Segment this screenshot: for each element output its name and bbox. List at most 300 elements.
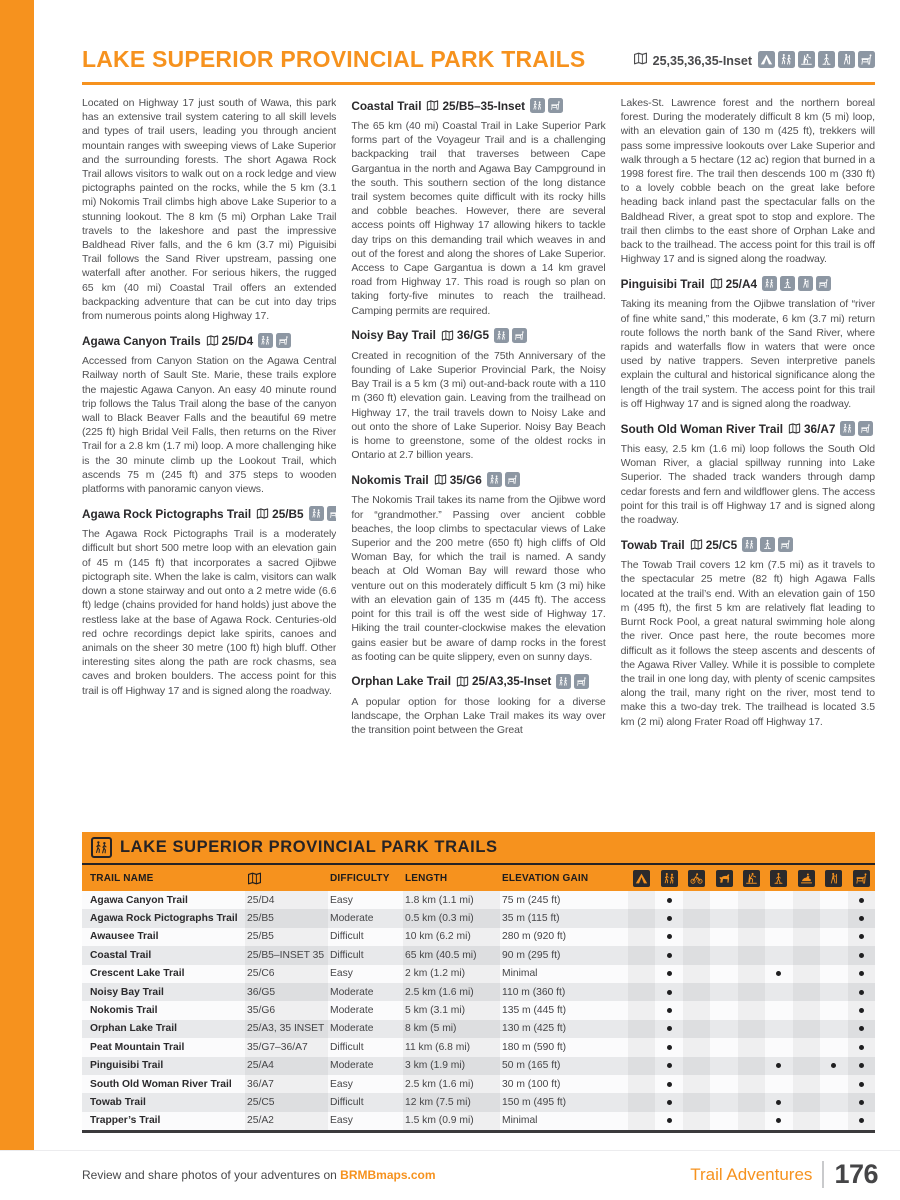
chapter-name: Trail Adventures [690,1164,813,1184]
activity-cells [628,1112,875,1130]
cross-country-skiing-cell [738,1075,765,1093]
cross-country-skiing-cell [738,1057,765,1075]
interpretive-icon [278,335,289,346]
map-book-icon [710,277,723,290]
table-body [82,891,875,1130]
interpretive-icon [780,539,791,550]
elevation-cell: 135 m (445 ft) [502,1005,567,1017]
horseback-riding-cell [710,1093,737,1111]
hiking-badge [840,421,855,436]
table-row [82,909,875,927]
camping-cell [628,1001,655,1019]
interpretive-icon [855,872,868,885]
length-cell: 5 km (3.1 mi) [403,1001,500,1019]
snowmobiling-cell [793,1075,820,1093]
table-row [82,1057,875,1075]
footer-divider [822,1161,824,1188]
text-column-2 [351,96,605,829]
horseback-riding-cell [710,909,737,927]
atving-icon [825,870,842,887]
activity-dot [667,971,672,976]
activity-dot [859,1118,864,1123]
trail-name-cell: Agawa Canyon Trail [90,894,188,906]
section-map-reference: 25/D4 [221,333,254,348]
cross-country-skiing-cell [738,909,765,927]
snowshoeing-icon [820,53,833,66]
hiking-icon [496,330,507,341]
map-cell: 25/C5 [245,1093,328,1111]
length-cell: 2.5 km (1.6 mi) [403,1075,500,1093]
difficulty-cell: Moderate [330,986,374,998]
snowshoeing-badge [818,51,835,68]
camping-cell [628,946,655,964]
column-header-length [403,873,500,884]
atving-cell [820,928,847,946]
activity-dot [667,1008,672,1013]
difficulty-cell: Easy [330,1115,353,1127]
table-row [82,928,875,946]
text-column-3 [621,96,875,829]
atving-cell [820,1057,847,1075]
hiking-cell [655,983,682,1001]
camping-cell [628,1038,655,1056]
elevation-cell: 30 m (100 ft) [502,1078,561,1090]
snowmobiling-cell [793,891,820,909]
interpretive-icon [329,508,337,519]
snowmobiling-cell [793,928,820,946]
cross-country-skiing-cell [738,928,765,946]
elevation-cell: 75 m (245 ft) [502,894,561,906]
cross-country-skiing-cell [738,1112,765,1130]
atving-cell [820,965,847,983]
activity-dot [859,1045,864,1050]
hiking-icon [764,278,775,289]
table-row [82,1020,875,1038]
map-book-icon [434,473,447,486]
horseback-riding-cell [710,965,737,983]
activity-cells [628,1057,875,1075]
difficulty-cell: Moderate [330,1023,374,1035]
snowshoeing-cell [765,1075,792,1093]
difficulty-cell: Easy [330,894,353,906]
column-header-interpretive [848,870,875,887]
section-heading [351,472,605,487]
hiking-badge [556,674,571,689]
biking-cell [683,1020,710,1038]
paragraph: The Agawa Rock Pictographs Trail is a moderately difficult but short 500 metre loop with an elevation gain of 45 m (145 ft) that incorporates a sacred Ojibwe pictograph site. When the lake is calm, visitors can walk down a stone stairway and out onto a 2 metre wide (6.6 ft) ledge (chains provided for hand holds) just above the restless lake at the base of Agawa Rock. Centuries-old red ochre recordings depict lake spirits, canoes and animals on the sheer 30 metre (100 ft) high bluff. Other interesting sites along the path are rock chasms, sea caves and broken boulders. The access point for this trail is off Highway 17 and is signed along the roadway. [82,528,337,697]
hiking-icon [94,840,109,855]
trail-name-cell: Noisy Bay Trail [90,986,164,998]
snowshoeing-cell [765,909,792,927]
interpretive-badge [548,98,563,113]
column-header-biking [683,870,710,887]
table-row [82,891,875,909]
camping-icon [633,870,650,887]
difficulty-cell: Moderate [330,1060,374,1072]
difficulty-cell: Difficult [330,949,364,961]
page-header [82,46,875,85]
interpretive-badge [858,51,875,68]
horseback-riding-cell [710,1112,737,1130]
snowmobiling-cell [793,1020,820,1038]
map-book-icon [633,51,648,66]
atving-cell [820,1038,847,1056]
difficulty-cell: Difficult [330,1041,364,1053]
length-cell: 2.5 km (1.6 mi) [403,983,500,1001]
map-cell: 25/C6 [245,965,328,983]
camping-cell [628,909,655,927]
elevation-cell: 280 m (920 ft) [502,931,567,943]
map-cell: 35/G6 [245,1001,328,1019]
hiking-icon [260,335,271,346]
hiking-cell [655,1001,682,1019]
atving-cell [820,909,847,927]
snowshoeing-cell [765,891,792,909]
interpretive-cell [848,1075,875,1093]
activity-dot [859,1063,864,1068]
horseback-riding-icon [716,870,733,887]
snowmobiling-cell [793,1057,820,1075]
section-title: Towab Trail [620,537,685,552]
atving-cell [820,1112,847,1130]
difficulty-cell: Moderate [330,913,374,925]
cross-country-skiing-icon [743,870,760,887]
trail-name-cell: Pinguisibi Trail [90,1060,164,1072]
map-reference-text: 25,35,36,35-Inset [652,54,752,68]
activity-dot [667,1045,672,1050]
cross-country-skiing-cell [738,1038,765,1056]
column-header-camping [628,870,655,887]
map-book-icon [441,329,454,342]
biking-cell [683,1038,710,1056]
horseback-riding-cell [710,1020,737,1038]
activity-dot [776,971,781,976]
page-number: 176 [834,1159,878,1189]
section-heading [621,421,875,436]
elevation-cell: 35 m (115 ft) [502,913,560,925]
column-header-elevation-gain [500,873,628,884]
interpretive-cell [848,1057,875,1075]
page-footer [0,1150,900,1200]
camping-cell [628,1057,655,1075]
interpretive-badge [816,276,831,291]
column-header-hiking [655,870,682,887]
camping-cell [628,928,655,946]
activity-dot [667,1063,672,1068]
section-map-reference: 36/A7 [804,421,836,436]
column-header-snowshoeing [765,870,792,887]
snowmobiling-cell [793,983,820,1001]
trail-name-cell: Orphan Lake Trail [90,1023,177,1035]
camping-cell [628,1075,655,1093]
hiking-badge [762,276,777,291]
hiking-icon [842,423,853,434]
snowshoeing-cell [765,1093,792,1111]
atving-cell [820,1075,847,1093]
map-cell: 25/A3, 35 INSET [245,1020,328,1038]
hiking-cell [655,1038,682,1056]
table-row [82,983,875,1001]
paragraph: A popular option for those looking for a diverse landscape, the Orphan Lake Trail makes its way over the transition point between the Great [351,695,606,737]
difficulty-cell: Moderate [330,1005,374,1017]
snowmobiling-cell [793,946,820,964]
horseback-riding-cell [710,1038,737,1056]
column-header-atving [820,870,847,887]
hiking-badge [778,51,795,68]
atving-cell [820,1020,847,1038]
map-cell: 25/A2 [245,1112,328,1130]
horseback-riding-icon [718,872,731,885]
snowshoeing-cell [765,1057,792,1075]
paragraph: The 65 km (40 mi) Coastal Trail in Lake Superior Park forms part of the Voyageur Trail and is a challenging backpacking trail that traverses between Cape Gargantua in the north and Agawa Bay Campground in the south. This southern section of the long distance trail system becomes quite difficult with its rocky hills and cobble beaches. However, there are several access points off Highway 17 allowing hikers to tackle day trips on this demanding trail which weaves in and out of the forest and along the shores of Lake Superior. Access to Cape Gargantua is down a 14 km gravel road from Highway 17. This road is rough so plan on taking forty-five minutes to reach the trailhead. Camping permits are required. [351,120,606,317]
snowshoeing-badge [760,537,775,552]
activity-dot [667,916,672,921]
page-title: LAKE SUPERIOR PROVINCIAL PARK TRAILS [82,46,586,72]
section-heading [621,276,875,291]
elevation-cell: 90 m (295 ft) [502,949,561,961]
map-cell: 25/D4 [245,891,328,909]
activity-cells [628,1075,875,1093]
atving-cell [820,1001,847,1019]
camping-cell [628,1020,655,1038]
snowmobiling-cell [793,1112,820,1130]
column-header-map [245,871,328,886]
trail-name-cell: Awausee Trail [90,931,159,943]
paragraph: Located on Highway 17 just south of Wawa, this park has an extensive trail system catering to all skill levels and types of trail users, leading you through ancient mountain ranges with sweeping views of Lake Superior and the surrounding forests. The short Agawa Rock Trail allows visitors to walk out on a rock ledge and view pictographs painted on the rocks, while the 5 km (3.1 mi) Nokomis Trail climbs high above Lake Superior to a stunning lookout. The 8 km (5 mi) Orphan Lake Trail travels to the lakeshore and past the impressive Baldhead River falls, and the 6 km (3.7 mi) Piguisibi Trail follows the Sand River upstream, passing one waterfall after another. For serious hikers, the rugged 65 km (40 mi) Coastal Trail offers an extended backpacking adventure that can be cut into day trips from numerous points along Highway 17. [82,97,337,323]
hiking-icon [489,474,500,485]
biking-cell [683,1057,710,1075]
interpretive-icon [853,870,870,887]
map-cell: 25/B5–INSET 35 [245,946,328,964]
section-heading [351,674,605,689]
activity-dot [667,898,672,903]
snowshoeing-icon [782,278,793,289]
elevation-cell: 50 m (165 ft) [502,1060,561,1072]
atving-cell [820,891,847,909]
table-banner [82,832,875,865]
snowshoeing-icon [762,539,773,550]
snowmobiling-cell [793,1093,820,1111]
horseback-riding-cell [710,1001,737,1019]
cross-country-skiing-cell [738,946,765,964]
difficulty-cell: Difficult [330,1096,364,1108]
interpretive-cell [848,1020,875,1038]
section-title: Orphan Lake Trail [351,674,451,689]
interpretive-cell [848,909,875,927]
interpretive-cell [848,928,875,946]
text-column-1 [82,96,336,829]
map-book-icon [206,334,219,347]
snowmobiling-cell [793,965,820,983]
map-cell: 36/G5 [245,983,328,1001]
activity-dot [859,971,864,976]
column-header-trail-name-label: TRAIL NAME [90,872,154,884]
trail-name-cell: South Old Woman River Trail [90,1078,232,1090]
snowmobiling-icon [800,872,813,885]
snowshoeing-cell [765,1020,792,1038]
activity-dot [859,934,864,939]
interpretive-cell [848,891,875,909]
biking-cell [683,909,710,927]
activity-dot [859,898,864,903]
atving-icon [800,278,811,289]
footer-note [82,1168,436,1182]
section-map-reference: 25/A3,35-Inset [471,674,552,689]
snowshoeing-icon [772,872,785,885]
table-header-row [82,865,875,891]
cross-country-skiing-cell [738,1001,765,1019]
activity-cells [628,928,875,946]
activity-dot [859,916,864,921]
hiking-icon [311,508,322,519]
activity-dot [667,1100,672,1105]
activity-badges [755,51,875,71]
column-header-length-label: LENGTH [405,872,448,884]
hiking-cell [655,928,682,946]
interpretive-cell [848,983,875,1001]
paragraph: The Nokomis Trail takes its name from the Ojibwe word for “grandmother.” Passing over ancient cobble beaches, the loop climbs to spectacular views of Lake Superior and the 200 metre (650 ft) high cliffs of Old Woman Bay, for which the trail is named. A sandy beach at Old Woman Bay will reward those who venture out on this moderately difficult 5 km (3 mi) hike with an elevation gain of 135 m (445 ft). The access point for this trail is off the west side of Highway 17. Hiking the trail counter-clockwise makes the elevation gains easier but be aware of damp rocks in the forest as footing can be quite slippery, even on sunny days. [351,494,606,663]
camping-cell [628,965,655,983]
column-header-horseback-riding [710,870,737,887]
interpretive-badge [505,472,520,487]
biking-cell [683,983,710,1001]
elevation-cell: 110 m (360 ft) [502,986,566,998]
activity-dot [776,1100,781,1105]
activity-cells [628,909,875,927]
interpretive-badge [327,506,337,521]
hiking-icon [744,539,755,550]
biking-cell [683,946,710,964]
header-map-reference [633,51,875,73]
paragraph: Created in recognition of the 75th Anniversary of the founding of Lake Superior Provincial Park, the Noisy Bay Trail is a 5 km (3 mi) out-and-back route with a 110 m (360 ft) elevation gain. Leaving from the trailhead on Highway 17, the trail travels down to Noisy Lake and out onto the shore of Lake Superior. Noisy Bay Beach is home to greenstone, some of the oldest rocks in Ontario at 2.7 billion years. [351,349,606,462]
length-cell: 11 km (6.8 mi) [403,1038,500,1056]
paragraph: Lakes-St. Lawrence forest and the northern boreal forest. During the moderately difficult 8 km (5 mi) loop, with an elevation gain of 130 m (425 ft), trekkers will pass some impressive lookouts over Lake Superior and walk through a 5 hectare (12 ac) region that burned in a 1998 forest fire. The trail then descends 100 m (330 ft) to a lovely cobble beach on the great lake before heading back inland past the spectacular falls on the Baldhead River, a great spot to stop and explore. The trail then climbs to the east shore of Orphan Lake and back to the trailhead. The access point for this trail is off Highway 17 and is signed along the roadway. [620,97,875,266]
hiking-cell [655,1020,682,1038]
snowshoeing-cell [765,983,792,1001]
snowmobiling-cell [793,1001,820,1019]
biking-icon [690,872,703,885]
column-header-elevation-gain-label: ELEVATION GAIN [502,872,589,884]
footer-note-text: Review and share photos of your adventures on [82,1167,341,1182]
activity-dot [667,1026,672,1031]
camping-cell [628,891,655,909]
camping-cell [628,1093,655,1111]
snowshoeing-cell [765,1001,792,1019]
activity-dot [859,953,864,958]
cross-country-skiing-cell [738,983,765,1001]
activity-cells [628,891,875,909]
activity-cells [628,1020,875,1038]
length-cell: 0.5 km (0.3 mi) [403,909,500,927]
snowshoeing-cell [765,965,792,983]
difficulty-cell: Easy [330,1078,353,1090]
cross-country-skiing-icon [745,872,758,885]
map-cell: 36/A7 [245,1075,328,1093]
camping-cell [628,1112,655,1130]
page-edge-strip [0,0,34,1200]
hiking-badge [494,328,509,343]
activity-dot [776,1063,781,1068]
interpretive-icon [507,474,518,485]
section-map-reference: 25/A4 [725,276,758,291]
trail-name-cell: Peat Mountain Trail [90,1041,185,1053]
hiking-icon [91,837,112,858]
hiking-cell [655,1075,682,1093]
section-map-reference: 36/G5 [456,328,490,343]
cross-country-skiing-cell [738,891,765,909]
trail-name-cell: Trapper’s Trail [90,1115,161,1127]
section-map-reference: 25/C5 [705,537,738,552]
hiking-badge [258,333,273,348]
map-book-icon [788,422,801,435]
hiking-badge [530,98,545,113]
biking-icon [688,870,705,887]
title-underline [82,82,875,85]
paragraph: Accessed from Canyon Station on the Agawa Central Railway north of Sault Ste. Marie, these trails explore the majestic Agawa Canyon. An easy 40 minute round trip follows the Talus Trail along the base of the canyon wall to Black Beaver Falls and the beautiful 69 metre (225 ft) high Bridal Veil Falls, then returns on the River Trail for a 2.8 km (1.7 mi) loop. A more challenging hike is the 30 minute climb up the Lookout Trail, which ascends 75 m (245 ft) and 375 steps to wooden platforms with panoramic canyon views. [82,355,337,496]
interpretive-icon [550,100,561,111]
hiking-icon [661,870,678,887]
biking-cell [683,1093,710,1111]
brmbmaps-link: BRMBmaps.com [340,1167,436,1182]
interpretive-icon [576,676,587,687]
section-title: South Old Woman River Trail [620,421,783,436]
cross-country-skiing-cell [738,1093,765,1111]
snowshoeing-badge [780,276,795,291]
trail-table [82,832,875,1133]
interpretive-cell [848,1093,875,1111]
biking-cell [683,928,710,946]
horseback-riding-cell [710,1075,737,1093]
hiking-icon [780,53,793,66]
activity-dot [667,953,672,958]
hiking-cell [655,1057,682,1075]
length-cell: 10 km (6.2 mi) [403,928,500,946]
section-heading [82,506,336,521]
activity-cells [628,1038,875,1056]
snowshoeing-icon [770,870,787,887]
column-header-trail-name [82,873,245,884]
hiking-badge [309,506,324,521]
map-book-icon [247,871,262,886]
activity-cells [628,965,875,983]
atving-icon [827,872,840,885]
section-map-reference: 25/B5–35-Inset [442,98,526,113]
hiking-cell [655,891,682,909]
trail-name-cell: Coastal Trail [90,949,152,961]
map-cell: 25/A4 [245,1057,328,1075]
activity-dot [667,1118,672,1123]
column-header-snowmobiling [793,870,820,887]
map-cell: 35/G7–36/A7 [245,1038,328,1056]
hiking-icon [532,100,543,111]
biking-cell [683,891,710,909]
snowshoeing-cell [765,1112,792,1130]
length-cell: 2 km (1.2 mi) [403,965,500,983]
activity-dot [776,1118,781,1123]
interpretive-badge [512,328,527,343]
table-row [82,1001,875,1019]
section-title: Noisy Bay Trail [351,328,436,343]
horseback-riding-cell [710,1057,737,1075]
biking-cell [683,1075,710,1093]
table-title: LAKE SUPERIOR PROVINCIAL PARK TRAILS [120,838,498,856]
cross-country-skiing-badge [798,51,815,68]
activity-dot [859,1008,864,1013]
activity-dot [859,1026,864,1031]
table-row [82,1093,875,1111]
snowmobiling-cell [793,909,820,927]
text-columns [82,96,875,829]
